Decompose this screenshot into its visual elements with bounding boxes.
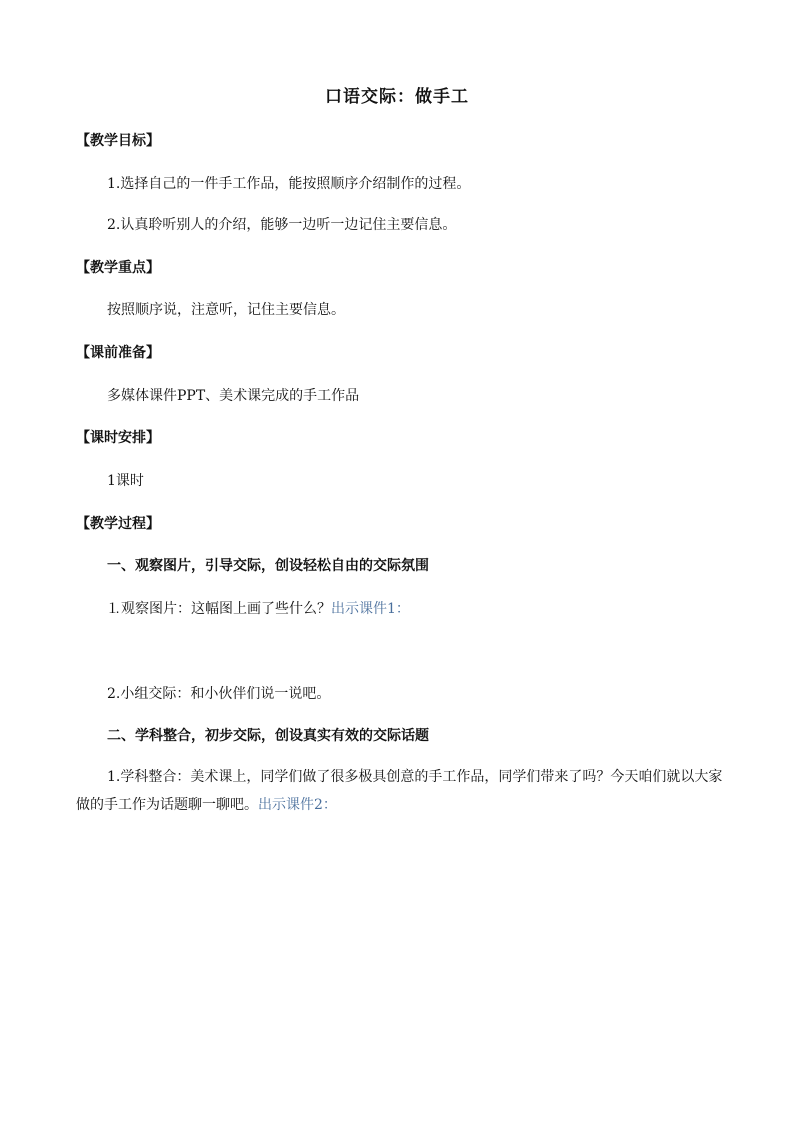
heading-prep: 【课前准备】 [76, 345, 160, 361]
focus-text: 按照顺序说，注意听，记住主要信息。 [107, 302, 345, 318]
process-part2-title: 二、学科整合，初步交际，创设真实有效的交际话题 [107, 728, 429, 744]
goal-item-2: 2.认真聆听别人的介绍，能够一边听一边记住主要信息。 [107, 217, 457, 233]
courseware-1-link[interactable]: 出示课件1： [331, 601, 410, 617]
step1-text: ⒈观察图片：这幅图上画了些什么？ [107, 601, 331, 617]
process-part1-step2: 2.小组交际：和小伙伴们说一说吧。 [107, 686, 331, 702]
goal-item-1: 1.选择自己的一件手工作品，能按照顺序介绍制作的过程。 [107, 176, 471, 192]
page-title: 口语交际：做手工 [325, 87, 469, 107]
heading-process: 【教学过程】 [76, 516, 160, 532]
part2-step1-text: 1.学科整合：美术课上，同学们做了很多极具创意的手工作品，同学们带来了吗？今天咱们就以大家做的手工作为话题聊一聊吧。 [76, 769, 723, 813]
prep-text: 多媒体课件PPT、美术课完成的手工作品 [107, 388, 360, 404]
heading-goals: 【教学目标】 [76, 133, 160, 149]
heading-focus: 【教学重点】 [76, 260, 160, 276]
process-part2-step1 [76, 763, 726, 819]
process-part1-title: 一、观察图片，引导交际，创设轻松自由的交际氛围 [107, 558, 429, 574]
process-part1-step1 [107, 598, 410, 618]
courseware-2-link[interactable]: 出示课件2： [258, 797, 337, 813]
heading-schedule: 【课时安排】 [76, 430, 160, 446]
schedule-text: 1课时 [107, 473, 144, 489]
